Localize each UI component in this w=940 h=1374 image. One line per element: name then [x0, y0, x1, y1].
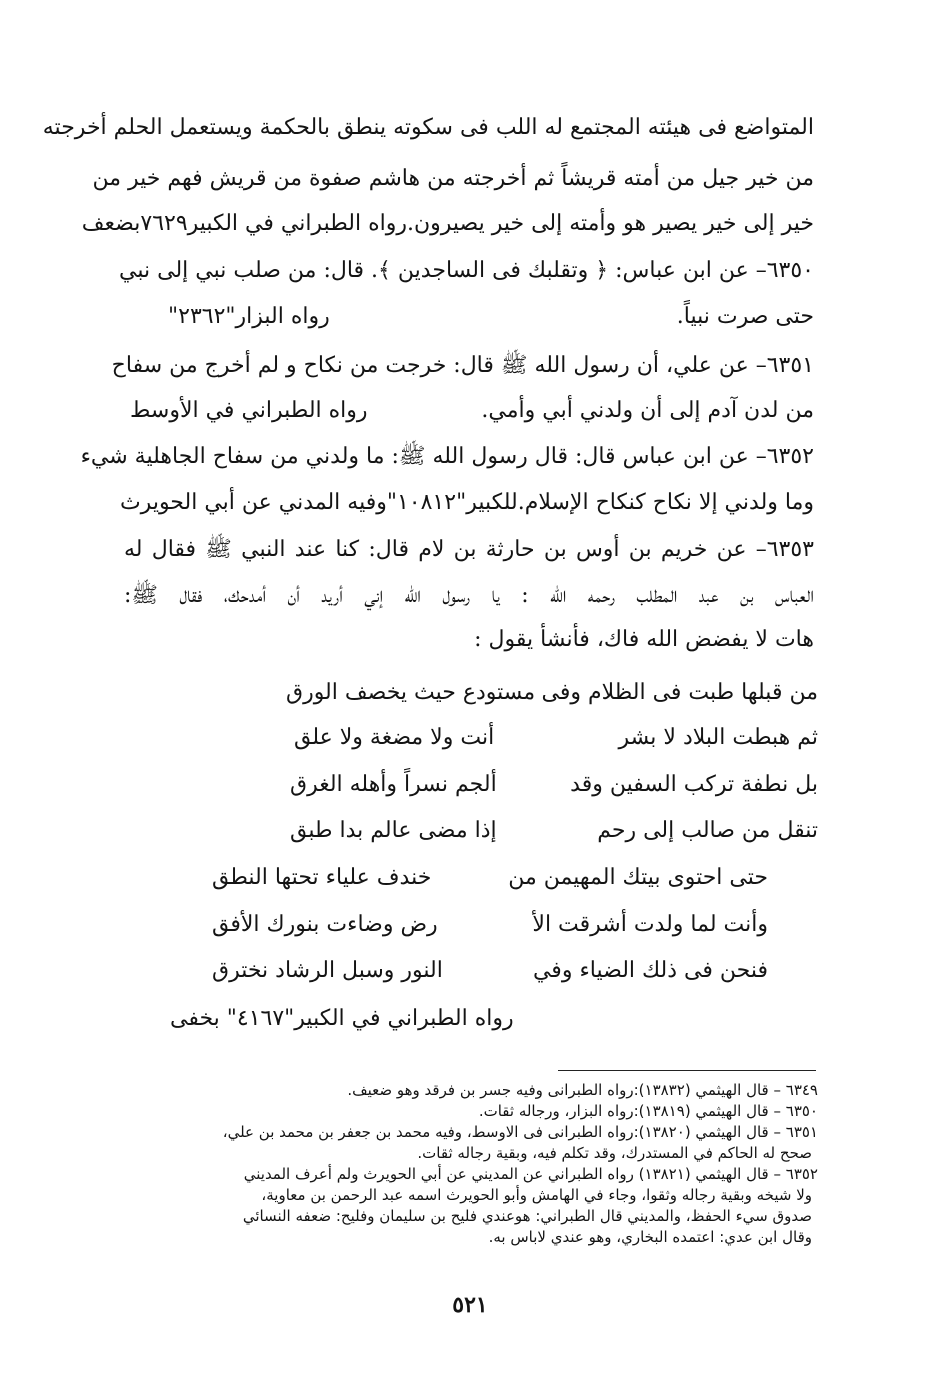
verse-6-right: وأنت لما ولدت أشرقت الأ — [532, 912, 768, 937]
verse-5-right: حتى احتوى بيتك المهيمن من — [508, 865, 768, 890]
footnote-separator — [558, 1070, 816, 1071]
page-number: ٥٢١ — [452, 1292, 488, 1318]
verse-7-left: النور وسبل الرشاد نخترق — [212, 958, 443, 983]
text-line-11: العباس بن عبد المطلب رحمه الله : يا رسول الله إني أريد أن أمدحك، فقال ﷺ: — [124, 583, 814, 608]
reference-kabir: رواه الطبراني في الكبير"٤١٦٧" بخفى — [170, 1006, 514, 1031]
text-line-8: ٦٣٥٢– عن ابن عباس قال: قال رسول الله ﷺ: ما ولدني من سفاح الجاهلية شيء — [80, 444, 814, 469]
text-line-9: وما ولدني إلا نكاح كنكاح الإسلام.للكبير"١٠٨١٢"وفيه المدني عن أبي الحويرث — [119, 490, 814, 515]
verse-3-left: ألجم نسراً وأهله الغرق — [290, 772, 497, 797]
verse-4-right: تنقل من صالب إلى رحم — [597, 818, 818, 843]
footnote-6352: ٦٣٥٢ – قال الهيثمي (١٣٨٢١) رواه الطبراني عن المديني عن أبي الحويرث ولم أعرف المديني — [243, 1165, 818, 1183]
verse-5-left: خندف علياء تحتها النطق — [212, 865, 432, 890]
verse-7-right: فنحن فى ذلك الضياء وفي — [532, 958, 768, 983]
verse-1-left: مستودع حيث يخصف الورق — [286, 680, 536, 705]
footnote-6351-cont: صحح له الحاكم في المستدرك، وقد تكلم فيه، وبقية رجاله ثقات. — [417, 1144, 812, 1162]
text-line-12: هات لا يفضض الله فاك، فأنشأ يقول : — [474, 627, 814, 652]
text-line-3: خير إلى خير يصير هو وأمته إلى خير يصيرون.رواه الطبراني في الكبير٧٦٢٩بضعف — [81, 211, 814, 236]
verse-2-left: أنت ولا مضغة ولا علق — [294, 725, 495, 750]
reference-awsat: رواه الطبراني في الأوسط — [130, 398, 368, 423]
footnote-6349: ٦٣٤٩ – قال الهيثمي (١٣٨٣٢):رواه الطبرانى وفيه جسر بن فرقد وهو ضعيف. — [347, 1081, 818, 1099]
text-line-4: ٦٣٥٠– عن ابن عباس: ﴿ وتقلبك فى الساجدين ﴾. قال: من صلب نبي إلى نبي — [119, 258, 814, 283]
text-line-6: ٦٣٥١– عن علي، أن رسول الله ﷺ قال: خرجت من نكاح و لم أخرج من سفاح — [111, 353, 814, 378]
verse-3-right: بل نطفة تركب السفين وقد — [570, 772, 818, 797]
verse-1-right: من قبلها طبت فى الظلام وفى — [541, 680, 818, 705]
verse-2-right: ثم هبطت البلاد لا بشر — [618, 725, 818, 750]
footnote-6352-cont-3: وقال ابن عدي: اعتمده البخاري، وهو عندي لاباس به. — [488, 1228, 812, 1246]
footnote-6352-cont-1: ولا شيخه وبقية رجاله وثقوا، وجاء في الهامش وأبو الحويرث اسمه عبد الرحمن بن معاوية، — [261, 1186, 812, 1204]
footnote-6351: ٦٣٥١ – قال الهيثمي (١٣٨٢٠):رواه الطبرانى فى الاوسط، وفيه محمد بن جعفر بن محمد بن علي، — [222, 1123, 818, 1141]
text-line-2: من خير جيل من أمته قريشاً ثم أخرجته من هاشم صفوة من قريش فهم خير من — [92, 166, 814, 191]
text-line-5: حتى صرت نبياً. — [676, 304, 814, 329]
text-line-10: ٦٣٥٣– عن خريم بن أوس بن حارثة بن لام قال: كنا عند النبي ﷺ فقال له — [124, 537, 814, 562]
reference-bazzar: رواه البزار"٢٣٦٢" — [168, 304, 330, 329]
footnote-6352-cont-2: صدوق سيء الحفظ، والمديني قال الطبراني: هوعندي فليح بن سليمان وفليح: ضعفه النسائي — [242, 1207, 812, 1225]
text-line-1: المتواضع فى هيئته المجتمع له اللب فى سكوته ينطق بالحكمة ويستعمل الحلم أخرجته — [42, 115, 814, 140]
verse-4-left: إذا مضى عالم بدا طبق — [290, 818, 497, 843]
footnote-6350: ٦٣٥٠ – قال الهيثمي (١٣٨١٩):رواه البزار، ورجاله ثقات. — [478, 1102, 818, 1120]
verse-6-left: رض وضاءت بنورك الأفق — [212, 912, 438, 937]
text-line-7: من لدن آدم إلى أن ولدني أبي وأمي. — [481, 398, 814, 423]
